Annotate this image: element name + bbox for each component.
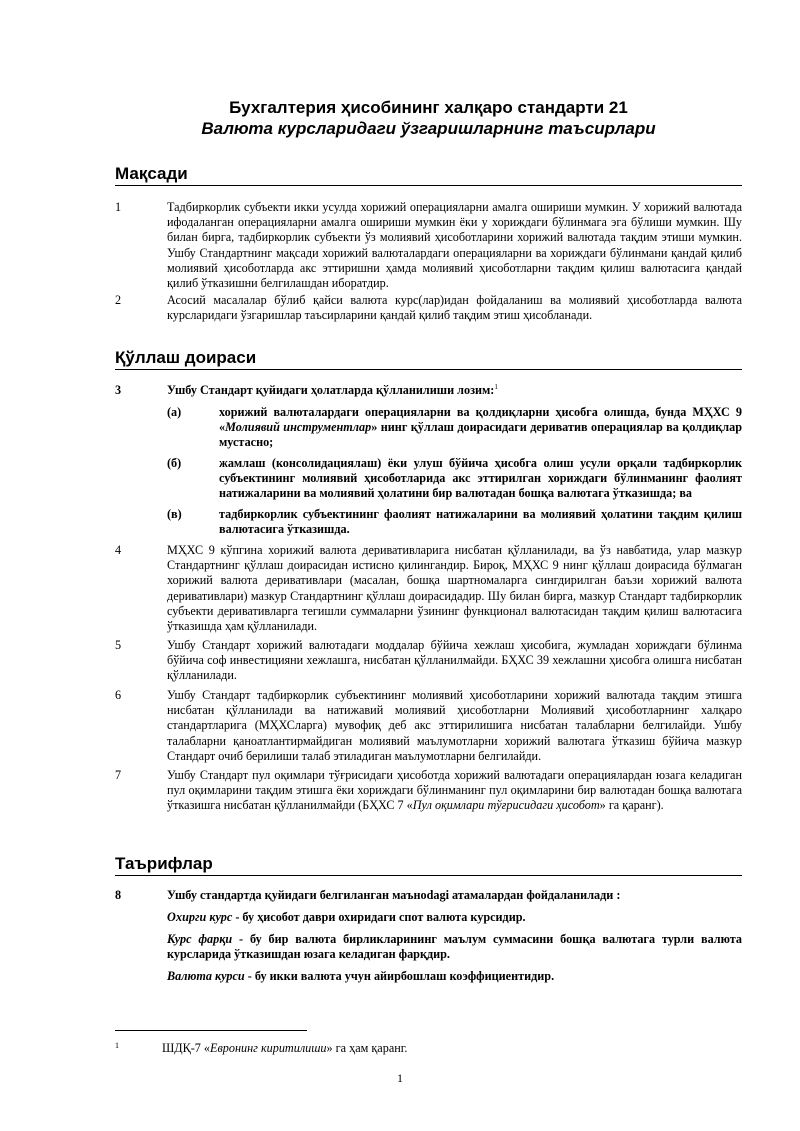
footnote-text-end: » га ҳам қаранг. — [326, 1041, 408, 1055]
standard-subtitle: Валюта курсларидаги ўзгаришларнинг таъсирлари — [201, 119, 656, 138]
standard-title: Бухгалтерия ҳисобининг халқаро стандарти 21 — [229, 98, 628, 117]
standard-name: Пул оқимлари тўғрисидаги ҳисобот — [412, 798, 600, 813]
subitem-text-end: » нинг қўллаш доирасидаги дериватив операциялар ва қолдиқлар мустасно; — [219, 420, 742, 450]
standard-name: Молиявий инструментлар — [225, 420, 372, 435]
paragraph-text: Ушбу Стандарт пул оқимлари тўғрисидаги ҳисоботда хорижий валютадаги операциялардан юзага келадиган пул оқимларини тақдим этишга ёки хориждаги бўлинманинг пул оқимларини бир валютадан бошқа валютага ўтказишга нисбатан қўлланилмайди (БҲХС 7 « — [167, 768, 742, 813]
definition-exchange-rate — [167, 969, 742, 984]
section-heading-scope: Қўллаш доираси — [115, 348, 742, 370]
paragraph-text: МҲХС 9 кўпгина хорижий валюта деривативларига нисбатан қўлланилади, ва ўз навбатида, улар мазкур Стандартнинг қўллаш доирасидан истисно қилингандир. Бироқ, МҲХС 9 нинг қўллаш доирасида бўлмаган хорижий валюта деривативлари (масалан, бошқа шартномаларга сингдирилган баъзи хорижий валюта деривативлари) мазкур Стандартнинг қўллаш доирасидадир. Шу билан бирга, мазкур Стандарт тадбиркорлик субъекти деривативларга тегишли суммаларни ўзининг функционал валютасидан тақдим қилиш валютасига ўтказишда ҳам қўлланилади. — [167, 543, 742, 634]
paragraph-number: 3 — [115, 383, 122, 397]
subitem-c — [167, 507, 742, 537]
footnote-number: 1 — [115, 1041, 119, 1050]
paragraph-text: Ушбу Стандарт тадбиркорлик субъектининг молиявий ҳисоботларини хорижий валютада тақдим этишга нисбатан қўлланилади ва натижавий молиявий ҳисоботларни Молиявий ҳисоботларнинг халқаро стандартларига (МҲХСларга) мувофиқ деб акс эттирилишига нисбатан талабларни белгилайди. Ушбу талабларни қаноатлантирмайдиган молиявий маълумотларни хорижий валютага ўтказиш бўйича мазкур Стандарт очиб берилиши талаб этиладиган маълумотларни белгилайди. — [167, 688, 742, 763]
footnote-separator — [115, 1030, 307, 1031]
paragraph-2 — [115, 293, 742, 323]
paragraph-4 — [115, 543, 742, 634]
document-title — [115, 97, 742, 139]
paragraph-text-end: » га қаранг). — [599, 798, 664, 813]
paragraph-text: Ушбу стандартда қуйидаги белгиланган маъноdagi атамалардан фойдаланилади : — [167, 888, 621, 902]
subitem-label: (в) — [167, 507, 182, 521]
definition-term: Охирги курс — [167, 910, 233, 924]
subitem-label: (б) — [167, 456, 182, 470]
paragraph-number: 4 — [115, 543, 122, 557]
paragraph-1 — [115, 200, 742, 291]
footnote-reference[interactable]: 1 — [494, 382, 498, 391]
subitem-text: жамлаш (консолидациялаш) ёки улуш бўйича ҳисобга олиш усули орқали тадбиркорлик субъектининг молиявий ҳисоботларида акс эттирилган хориждаги бўлинманинг фаолият натижаларини ва молиявий ҳолатини бир валютадан бошқа валютага ўтказишда; ва — [219, 456, 742, 501]
paragraph-text: Асосий масалалар бўлиб қайси валюта курс(лар)идан фойдаланиш ва молиявий ҳисоботларда валюта курсларидаги ўзгаришлар таъсирларини қандай қилиб тақдим этиш ҳисобланади. — [167, 293, 742, 323]
paragraph-5 — [115, 638, 742, 684]
paragraph-number: 6 — [115, 688, 122, 702]
definition-term: Валюта курси — [167, 969, 245, 983]
definition-text: - бу икки валюта учун айирбошлаш коэффициентидир. — [244, 969, 555, 983]
paragraph-number: 8 — [115, 888, 122, 902]
paragraph-8 — [115, 888, 742, 903]
paragraph-text: Ушбу Стандарт хорижий валютадаги моддалар бўйича хежлаш ҳисобига, жумладан хориждаги бўлинма бўйича соф инвестицияни хежлашга, нисбатан қўлланилмайди. БҲХС 39 хежлашни ҳисобга олишга нисбатан қўлланилади. — [167, 638, 742, 683]
definition-exchange-difference — [167, 932, 742, 962]
paragraph-text: Тадбиркорлик субъекти икки усулда хорижий операцияларни амалга ошириши мумкин. У хорижий валютада ифодаланган операцияларни амалга ошириши мумкин ёки у хориждаги бўлинмага эга бўлиши мумкин. Шу билан бирга, тадбиркорлик субъекти ўз молиявий ҳисоботларини хорижий валютада тақдим этиши мумкин. Ушбу Стандартнинг мақсади хорижий валюталардаги операцияларни ва хориждаги бўлинмани қандай қилиб молиявий ҳисоботларда акс эттиришни ҳамда молиявий ҳисоботларни тақдим қилиш валютасига қандай қилиб ўтказишни белгилашдан иборатдир. — [167, 200, 742, 291]
paragraph-3 — [115, 383, 742, 398]
paragraph-number: 7 — [115, 768, 122, 782]
paragraph-number: 2 — [115, 293, 122, 307]
subitem-text: тадбиркорлик субъектининг фаолият натижаларини ва молиявий ҳолатини тақдим қилиш валютасига ўтказишда. — [219, 507, 742, 537]
footnote-interpretation-name: Евронинг киритилиши — [210, 1041, 327, 1055]
section-heading-definitions: Таърифлар — [115, 854, 742, 876]
subitem-b — [167, 456, 742, 502]
definition-text: - бу бир валюта бирликларининг маълум суммасини бошқа валютага турли валюта курсларида ўтказишдан юзага келадиган фарқдир. — [167, 932, 742, 962]
page-number: 1 — [397, 1071, 403, 1085]
footnote-text: ШДҚ-7 « — [162, 1041, 211, 1055]
definition-text: - бу ҳисобот даври охиридаги спот валюта курсидир. — [232, 910, 526, 924]
paragraph-6 — [115, 688, 742, 764]
definition-term: Курс фарқи — [167, 932, 233, 946]
paragraph-number: 5 — [115, 638, 122, 652]
paragraph-7 — [115, 768, 742, 814]
definition-closing-rate — [167, 910, 742, 925]
footnote — [115, 1041, 742, 1056]
paragraph-number: 1 — [115, 200, 122, 214]
subitem-label: (а) — [167, 405, 182, 419]
section-heading-objective: Мақсади — [115, 164, 742, 186]
paragraph-text: Ушбу Стандарт қуйидаги ҳолатларда қўлланилиши лозим: — [167, 383, 495, 397]
subitem-text: хорижий валюталардаги операцияларни ва қолдиқларни ҳисобга олишда, бунда МҲХС 9 « — [219, 405, 742, 435]
subitem-a — [167, 405, 742, 451]
